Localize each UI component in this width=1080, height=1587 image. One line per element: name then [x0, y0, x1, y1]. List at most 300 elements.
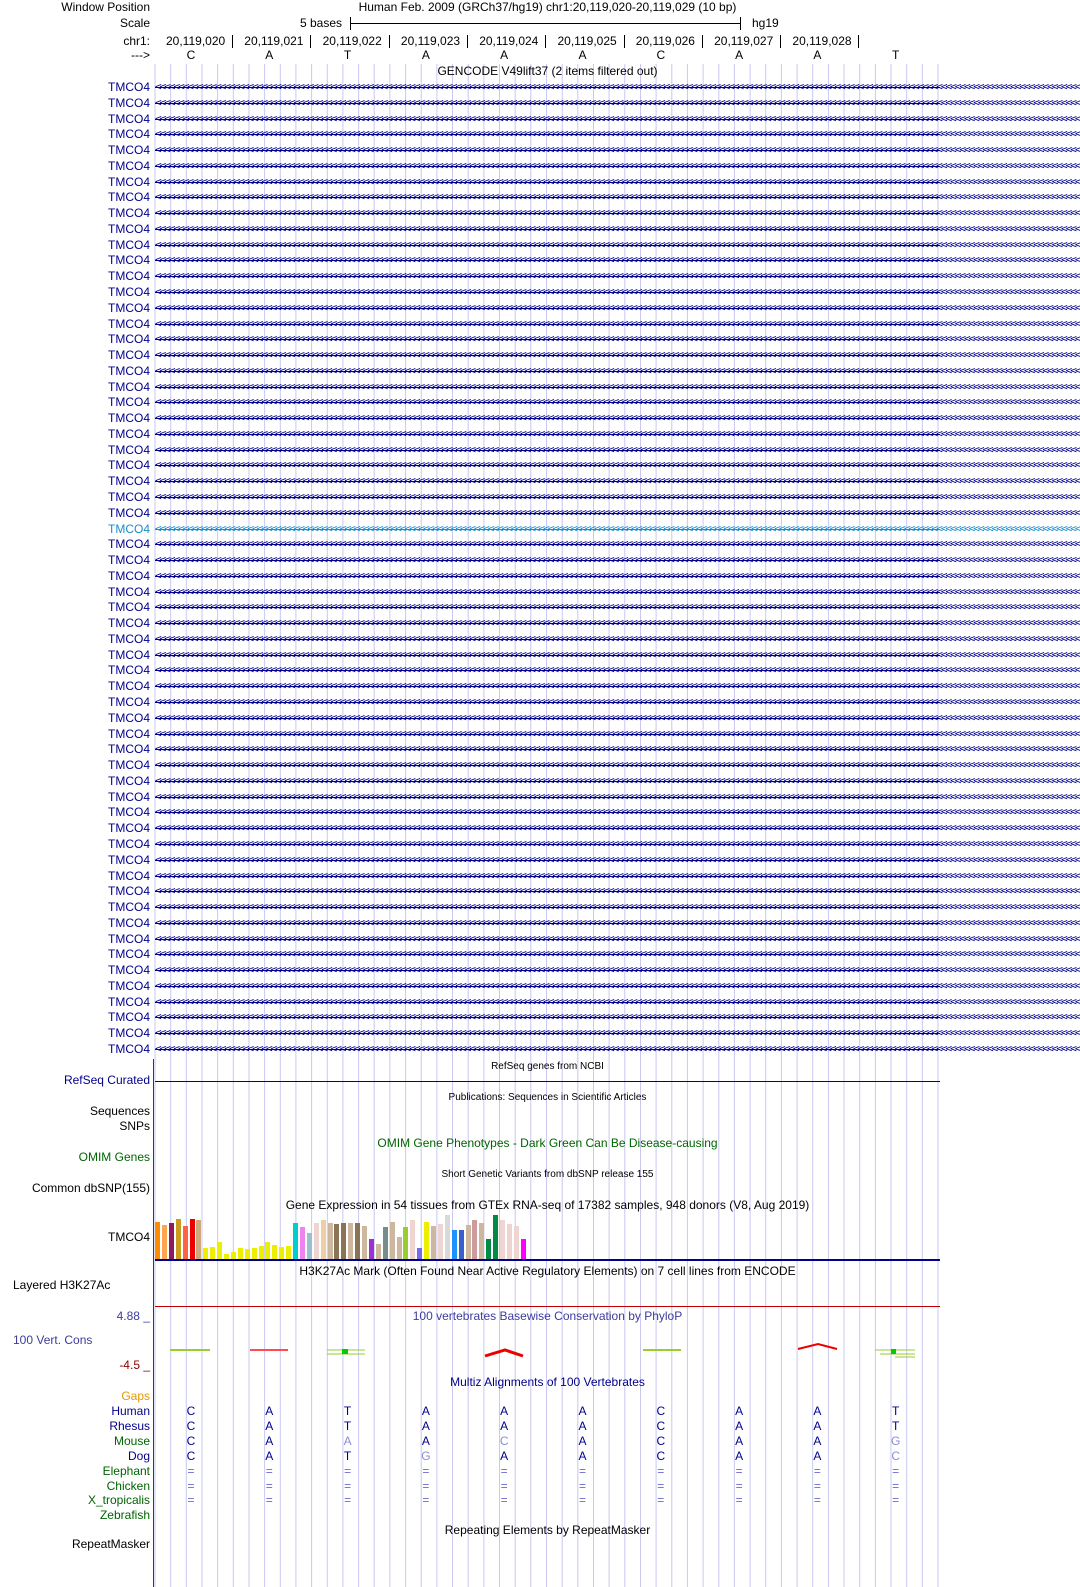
transcript-gene-name[interactable]: TMCO4: [108, 237, 150, 252]
gtex-tissue-bar[interactable]: [417, 1248, 422, 1259]
gtex-tissue-bar[interactable]: [231, 1252, 236, 1259]
transcript-gene-name[interactable]: TMCO4: [108, 963, 150, 978]
transcript-gene-name[interactable]: TMCO4: [108, 600, 150, 615]
phylop-signal[interactable]: [155, 1330, 940, 1370]
transcript-gene-name[interactable]: TMCO4: [108, 884, 150, 899]
strand-arrows-icon: <<<<<<<<<<<<<<<<<<<<<<<<<<<<<<<<<<<<<<<<<<<<<<<<<<<<<<<<<<<<<<<<<<<<<<<<<<<<<<<<<<<<<<<<<<<<<<<<<<<<<<<<<<<<<<<<<<<<<<<<<<<<<<<<<<<<<<<<<<<<<<<<<<<<<<<<<<<<<<<<<<<<<<<<<<<<<<<<<<<<<<<<<<<<<<<<<<<<<<<<: [155, 1041, 1080, 1055]
strand-arrows-icon: <<<<<<<<<<<<<<<<<<<<<<<<<<<<<<<<<<<<<<<<<<<<<<<<<<<<<<<<<<<<<<<<<<<<<<<<<<<<<<<<<<<<<<<<<<<<<<<<<<<<<<<<<<<<<<<<<<<<<<<<<<<<<<<<<<<<<<<<<<<<<<<<<<<<<<<<<<<<<<<<<<<<<<<<<<<<<<<<<<<<<<<<<<<<<<<<<<<<<<<<: [155, 285, 1080, 298]
gtex-tissue-bar[interactable]: [397, 1237, 402, 1259]
aligned-base: =: [578, 1463, 586, 1478]
transcript-gene-name[interactable]: TMCO4: [108, 269, 150, 284]
position-label: 20,119,023: [400, 34, 461, 48]
position-label: 20,119,025: [557, 34, 617, 48]
strand-arrows-icon: <<<<<<<<<<<<<<<<<<<<<<<<<<<<<<<<<<<<<<<<<<<<<<<<<<<<<<<<<<<<<<<<<<<<<<<<<<<<<<<<<<<<<<<<<<<<<<<<<<<<<<<<<<<<<<<<<<<<<<<<<<<<<<<<<<<<<<<<<<<<<<<<<<<<<<<<<<<<<<<<<<<<<<<<<<<<<<<<<<<<<<<<<<<<<<<<<<<<<<<<: [155, 363, 1080, 377]
transcript-gene-name[interactable]: TMCO4: [108, 221, 150, 236]
gencode-transcript-row[interactable]: [0, 505, 1080, 521]
transcript-gene-name[interactable]: TMCO4: [108, 773, 150, 788]
scale-text: 5 bases: [300, 16, 343, 30]
assembly-position-text[interactable]: Human Feb. 2009 (GRCh37/hg19) chr1:20,119,020-20,119,029 (10 bp): [358, 0, 737, 14]
gtex-tissue-bar[interactable]: [369, 1239, 374, 1259]
gencode-track-title[interactable]: GENCODE V49lift37 (2 items filtered out): [437, 64, 658, 78]
gtex-tissue-bar[interactable]: [203, 1248, 208, 1259]
gtex-tissue-bar[interactable]: [341, 1223, 346, 1259]
aligned-base: A: [813, 1448, 822, 1463]
track-separator: [153, 1059, 154, 1587]
transcript-gene-name[interactable]: TMCO4: [108, 332, 150, 347]
gencode-transcript-row[interactable]: [0, 804, 1080, 820]
transcript-gene-name[interactable]: TMCO4: [108, 1026, 150, 1041]
aligned-base: =: [657, 1478, 665, 1493]
strand-arrows-icon: <<<<<<<<<<<<<<<<<<<<<<<<<<<<<<<<<<<<<<<<<<<<<<<<<<<<<<<<<<<<<<<<<<<<<<<<<<<<<<<<<<<<<<<<<<<<<<<<<<<<<<<<<<<<<<<<<<<<<<<<<<<<<<<<<<<<<<<<<<<<<<<<<<<<<<<<<<<<<<<<<<<<<<<<<<<<<<<<<<<<<<<<<<<<<<<<<<<<<<<<: [155, 931, 1080, 945]
gtex-track-title[interactable]: Gene Expression in 54 tissues from GTEx RNA-seq of 17382 samples, 948 donors (V8, Aug 2019): [285, 1198, 810, 1212]
h3k27ac-track-label[interactable]: Layered H3K27Ac: [13, 1278, 111, 1292]
phylop-track-title[interactable]: 100 vertebrates Basewise Conservation by PhyloP: [412, 1309, 683, 1323]
aligned-base: A: [578, 1404, 587, 1418]
gencode-transcript-row[interactable]: [0, 883, 1080, 899]
gencode-transcript-row[interactable]: [0, 631, 1080, 647]
reference-base: A: [578, 48, 587, 62]
position-label: 20,119,020: [166, 34, 226, 48]
gencode-transcript-row[interactable]: [0, 962, 1080, 978]
gtex-tissue-bar[interactable]: [252, 1248, 257, 1259]
strand-arrows-icon: <<<<<<<<<<<<<<<<<<<<<<<<<<<<<<<<<<<<<<<<<<<<<<<<<<<<<<<<<<<<<<<<<<<<<<<<<<<<<<<<<<<<<<<<<<<<<<<<<<<<<<<<<<<<<<<<<<<<<<<<<<<<<<<<<<<<<<<<<<<<<<<<<<<<<<<<<<<<<<<<<<<<<<<<<<<<<<<<<<<<<<<<<<<<<<<<<<<<<<<<: [155, 584, 1080, 598]
dbsnp-track-title[interactable]: Short Genetic Variants from dbSNP release 155: [441, 1169, 654, 1180]
gencode-transcript-row[interactable]: [0, 946, 1080, 962]
aligned-base: T: [343, 1448, 352, 1463]
gtex-tissue-bar[interactable]: [176, 1219, 181, 1259]
gencode-transcript-row[interactable]: [0, 710, 1080, 726]
gtex-tissue-bar[interactable]: [272, 1245, 277, 1259]
transcript-gene-name[interactable]: TMCO4: [108, 647, 150, 662]
transcript-gene-name[interactable]: TMCO4: [108, 348, 150, 363]
gencode-transcript-row[interactable]: [0, 410, 1080, 426]
aligned-base: =: [578, 1493, 586, 1508]
species-label[interactable]: Chicken: [106, 1478, 150, 1493]
gtex-tissue-bar[interactable]: [521, 1239, 526, 1259]
gtex-tissue-bar[interactable]: [217, 1242, 222, 1259]
transcript-gene-name[interactable]: TMCO4: [108, 805, 150, 820]
transcript-gene-name[interactable]: TMCO4: [108, 285, 150, 299]
window-position-label: Window Position: [61, 0, 150, 14]
transcript-gene-name[interactable]: TMCO4: [108, 947, 150, 962]
gencode-transcript-row[interactable]: [0, 741, 1080, 757]
gtex-tissue-bar[interactable]: [452, 1230, 457, 1259]
strand-arrows-icon: <<<<<<<<<<<<<<<<<<<<<<<<<<<<<<<<<<<<<<<<<<<<<<<<<<<<<<<<<<<<<<<<<<<<<<<<<<<<<<<<<<<<<<<<<<<<<<<<<<<<<<<<<<<<<<<<<<<<<<<<<<<<<<<<<<<<<<<<<<<<<<<<<<<<<<<<<<<<<<<<<<<<<<<<<<<<<<<<<<<<<<<<<<<<<<<<<<<<<<<<: [155, 978, 1080, 992]
repeatmasker-track-title[interactable]: Repeating Elements by RepeatMasker: [444, 1523, 651, 1537]
strand-arrows-icon: <<<<<<<<<<<<<<<<<<<<<<<<<<<<<<<<<<<<<<<<<<<<<<<<<<<<<<<<<<<<<<<<<<<<<<<<<<<<<<<<<<<<<<<<<<<<<<<<<<<<<<<<<<<<<<<<<<<<<<<<<<<<<<<<<<<<<<<<<<<<<<<<<<<<<<<<<<<<<<<<<<<<<<<<<<<<<<<<<<<<<<<<<<<<<<<<<<<<<<<<: [155, 805, 1080, 819]
omim-track-title[interactable]: OMIM Gene Phenotypes - Dark Green Can Be Disease-causing: [377, 1136, 718, 1150]
dbsnp-track-label[interactable]: Common dbSNP(155): [31, 1181, 150, 1195]
h3k27ac-baseline: [155, 1306, 940, 1307]
aligned-base: A: [265, 1433, 274, 1448]
reference-base: A: [265, 48, 274, 62]
gencode-transcript-row[interactable]: [0, 1025, 1080, 1041]
reference-base: C: [186, 48, 196, 62]
gencode-transcript-row[interactable]: [0, 457, 1080, 473]
position-label: 20,119,022: [322, 34, 382, 48]
gencode-transcript-row[interactable]: [0, 694, 1080, 710]
position-label: 20,119,024: [479, 34, 539, 48]
gtex-tissue-bar[interactable]: [445, 1215, 450, 1259]
strand-arrows-icon: <<<<<<<<<<<<<<<<<<<<<<<<<<<<<<<<<<<<<<<<<<<<<<<<<<<<<<<<<<<<<<<<<<<<<<<<<<<<<<<<<<<<<<<<<<<<<<<<<<<<<<<<<<<<<<<<<<<<<<<<<<<<<<<<<<<<<<<<<<<<<<<<<<<<<<<<<<<<<<<<<<<<<<<<<<<<<<<<<<<<<<<<<<<<<<<<<<<<<<<<: [155, 332, 1080, 346]
position-tick: [624, 35, 625, 48]
gencode-transcript-row[interactable]: [0, 726, 1080, 742]
aligned-base: =: [500, 1493, 508, 1508]
aligned-base: =: [422, 1463, 430, 1478]
refseq-track-label[interactable]: RefSeq Curated: [63, 1073, 150, 1087]
gencode-transcript-row[interactable]: [0, 552, 1080, 568]
reference-base: A: [500, 48, 509, 62]
gtex-tissue-bar[interactable]: [410, 1220, 415, 1259]
gencode-transcript-row[interactable]: [0, 126, 1080, 142]
strand-arrows-icon: <<<<<<<<<<<<<<<<<<<<<<<<<<<<<<<<<<<<<<<<<<<<<<<<<<<<<<<<<<<<<<<<<<<<<<<<<<<<<<<<<<<<<<<<<<<<<<<<<<<<<<<<<<<<<<<<<<<<<<<<<<<<<<<<<<<<<<<<<<<<<<<<<<<<<<<<<<<<<<<<<<<<<<<<<<<<<<<<<<<<<<<<<<<<<<<<<<<<<<<<: [155, 789, 1080, 803]
gencode-transcript-row[interactable]: [0, 994, 1080, 1010]
position-label: 20,119,021: [244, 34, 304, 48]
scale-db-label: hg19: [752, 16, 779, 30]
gtex-tissue-bar[interactable]: [376, 1244, 381, 1259]
gencode-transcript-row[interactable]: [0, 678, 1080, 694]
gtex-tissue-bar[interactable]: [307, 1233, 312, 1259]
gencode-transcript-row[interactable]: [0, 584, 1080, 600]
gencode-transcript-row[interactable]: [0, 442, 1080, 458]
gtex-tissue-bar[interactable]: [162, 1225, 167, 1259]
gencode-transcript-row[interactable]: [0, 142, 1080, 158]
gencode-transcript-row[interactable]: [0, 221, 1080, 237]
transcript-gene-name[interactable]: TMCO4: [108, 821, 150, 836]
gencode-transcript-row[interactable]: [0, 978, 1080, 994]
aligned-base: =: [735, 1463, 743, 1478]
gtex-tissue-bar[interactable]: [279, 1247, 284, 1259]
aligned-base: C: [499, 1433, 509, 1448]
transcript-gene-name[interactable]: TMCO4: [108, 253, 150, 268]
strand-arrows-icon: <<<<<<<<<<<<<<<<<<<<<<<<<<<<<<<<<<<<<<<<<<<<<<<<<<<<<<<<<<<<<<<<<<<<<<<<<<<<<<<<<<<<<<<<<<<<<<<<<<<<<<<<<<<<<<<<<<<<<<<<<<<<<<<<<<<<<<<<<<<<<<<<<<<<<<<<<<<<<<<<<<<<<<<<<<<<<<<<<<<<<<<<<<<<<<<<<<<<<<<<: [155, 836, 1080, 850]
strand-arrows-icon: <<<<<<<<<<<<<<<<<<<<<<<<<<<<<<<<<<<<<<<<<<<<<<<<<<<<<<<<<<<<<<<<<<<<<<<<<<<<<<<<<<<<<<<<<<<<<<<<<<<<<<<<<<<<<<<<<<<<<<<<<<<<<<<<<<<<<<<<<<<<<<<<<<<<<<<<<<<<<<<<<<<<<<<<<<<<<<<<<<<<<<<<<<<<<<<<<<<<<<<<: [155, 111, 1080, 125]
species-label[interactable]: Human: [111, 1404, 150, 1418]
transcript-gene-name[interactable]: TMCO4: [108, 1010, 150, 1025]
refseq-track-title[interactable]: RefSeq genes from NCBI: [491, 1061, 604, 1072]
gtex-tissue-bar[interactable]: [169, 1223, 174, 1259]
omim-track-label[interactable]: OMIM Genes: [78, 1150, 150, 1164]
gtex-tissue-bar[interactable]: [383, 1227, 388, 1259]
gtex-tissue-bar[interactable]: [300, 1227, 305, 1259]
gencode-transcript-row[interactable]: [0, 647, 1080, 663]
gencode-transcript-row[interactable]: [0, 158, 1080, 174]
transcript-gene-name[interactable]: TMCO4: [108, 300, 150, 315]
gtex-tissue-bar[interactable]: [245, 1249, 250, 1259]
gencode-transcript-row[interactable]: [0, 300, 1080, 316]
scale-label: Scale: [119, 16, 150, 30]
gtex-tissue-bar[interactable]: [431, 1226, 436, 1259]
gtex-tissue-bar[interactable]: [355, 1223, 360, 1259]
transcript-gene-name[interactable]: TMCO4: [108, 915, 150, 930]
gencode-transcript-row[interactable]: [0, 394, 1080, 410]
transcript-gene-name[interactable]: TMCO4: [108, 190, 150, 205]
aligned-base: A: [813, 1418, 822, 1433]
transcript-gene-name[interactable]: TMCO4: [108, 978, 150, 993]
gencode-transcript-row[interactable]: [0, 174, 1080, 190]
gtex-tissue-bar[interactable]: [479, 1223, 484, 1259]
strand-arrows-icon: <<<<<<<<<<<<<<<<<<<<<<<<<<<<<<<<<<<<<<<<<<<<<<<<<<<<<<<<<<<<<<<<<<<<<<<<<<<<<<<<<<<<<<<<<<<<<<<<<<<<<<<<<<<<<<<<<<<<<<<<<<<<<<<<<<<<<<<<<<<<<<<<<<<<<<<<<<<<<<<<<<<<<<<<<<<<<<<<<<<<<<<<<<<<<<<<<<<<<<<<: [155, 237, 1080, 251]
position-tick: [467, 35, 468, 48]
transcript-gene-name[interactable]: TMCO4: [108, 143, 150, 158]
gtex-tissue-bar[interactable]: [293, 1223, 298, 1259]
gencode-transcript-row[interactable]: [0, 773, 1080, 789]
phylop-track-label[interactable]: 100 Vert. Cons: [13, 1333, 93, 1347]
species-label[interactable]: Mouse: [113, 1433, 150, 1448]
gtex-tissue-bar[interactable]: [424, 1222, 429, 1259]
gencode-transcript-row[interactable]: [0, 789, 1080, 805]
transcript-gene-name[interactable]: TMCO4: [108, 363, 150, 378]
transcript-gene-name[interactable]: TMCO4: [108, 490, 150, 505]
gtex-tissue-bar[interactable]: [438, 1224, 443, 1259]
transcript-gene-name[interactable]: TMCO4: [108, 789, 150, 804]
aligned-base: A: [343, 1433, 352, 1448]
gencode-transcript-row[interactable]: [0, 347, 1080, 363]
strand-arrows-icon: <<<<<<<<<<<<<<<<<<<<<<<<<<<<<<<<<<<<<<<<<<<<<<<<<<<<<<<<<<<<<<<<<<<<<<<<<<<<<<<<<<<<<<<<<<<<<<<<<<<<<<<<<<<<<<<<<<<<<<<<<<<<<<<<<<<<<<<<<<<<<<<<<<<<<<<<<<<<<<<<<<<<<<<<<<<<<<<<<<<<<<<<<<<<<<<<<<<<<<<<: [155, 174, 1080, 188]
species-label[interactable]: Elephant: [102, 1463, 150, 1478]
transcript-gene-name[interactable]: TMCO4: [108, 568, 150, 583]
transcript-gene-name[interactable]: TMCO4: [108, 379, 150, 394]
strand-arrows-icon: <<<<<<<<<<<<<<<<<<<<<<<<<<<<<<<<<<<<<<<<<<<<<<<<<<<<<<<<<<<<<<<<<<<<<<<<<<<<<<<<<<<<<<<<<<<<<<<<<<<<<<<<<<<<<<<<<<<<<<<<<<<<<<<<<<<<<<<<<<<<<<<<<<<<<<<<<<<<<<<<<<<<<<<<<<<<<<<<<<<<<<<<<<<<<<<<<<<<<<<<: [155, 1010, 1080, 1024]
aligned-base: =: [265, 1463, 273, 1478]
transcript-gene-name[interactable]: TMCO4: [108, 505, 150, 520]
transcript-gene-name[interactable]: TMCO4: [108, 695, 150, 710]
gencode-transcript-row[interactable]: [0, 268, 1080, 284]
gtex-tissue-bar[interactable]: [500, 1220, 505, 1259]
gencode-transcript-row[interactable]: [0, 757, 1080, 773]
gencode-transcript-row[interactable]: [0, 79, 1080, 95]
aligned-base: C: [186, 1418, 196, 1433]
transcript-gene-name[interactable]: TMCO4: [108, 584, 150, 599]
transcript-gene-name[interactable]: TMCO4: [108, 127, 150, 142]
aligned-base: C: [186, 1433, 196, 1448]
aligned-base: C: [656, 1418, 666, 1433]
transcript-gene-name[interactable]: TMCO4: [108, 521, 150, 536]
multiz-track-title[interactable]: Multiz Alignments of 100 Vertebrates: [450, 1375, 645, 1389]
transcript-gene-name[interactable]: TMCO4: [108, 316, 150, 331]
gtex-tissue-bar[interactable]: [286, 1246, 291, 1259]
aligned-base: A: [421, 1418, 430, 1433]
transcript-gene-name[interactable]: TMCO4: [108, 395, 150, 410]
aligned-base: =: [892, 1493, 900, 1508]
aligned-base: =: [500, 1478, 508, 1493]
strand-arrows-icon: <<<<<<<<<<<<<<<<<<<<<<<<<<<<<<<<<<<<<<<<<<<<<<<<<<<<<<<<<<<<<<<<<<<<<<<<<<<<<<<<<<<<<<<<<<<<<<<<<<<<<<<<<<<<<<<<<<<<<<<<<<<<<<<<<<<<<<<<<<<<<<<<<<<<<<<<<<<<<<<<<<<<<<<<<<<<<<<<<<<<<<<<<<<<<<<<<<<<<<<<: [155, 158, 1080, 172]
gencode-transcript-row[interactable]: [0, 820, 1080, 836]
gencode-transcript-row[interactable]: [0, 899, 1080, 915]
gtex-tissue-bar[interactable]: [514, 1226, 519, 1259]
aligned-base: =: [500, 1463, 508, 1478]
aligned-base: A: [500, 1448, 509, 1463]
gencode-transcript-row[interactable]: [0, 662, 1080, 678]
aligned-base: A: [578, 1418, 587, 1433]
gtex-tissue-bar[interactable]: [321, 1220, 326, 1259]
strand-arrows-icon: <<<<<<<<<<<<<<<<<<<<<<<<<<<<<<<<<<<<<<<<<<<<<<<<<<<<<<<<<<<<<<<<<<<<<<<<<<<<<<<<<<<<<<<<<<<<<<<<<<<<<<<<<<<<<<<<<<<<<<<<<<<<<<<<<<<<<<<<<<<<<<<<<<<<<<<<<<<<<<<<<<<<<<<<<<<<<<<<<<<<<<<<<<<<<<<<<<<<<<<<: [155, 568, 1080, 582]
gencode-transcript-row[interactable]: [0, 536, 1080, 552]
aligned-base: G: [891, 1433, 901, 1448]
transcript-gene-name[interactable]: TMCO4: [108, 868, 150, 883]
aligned-base: T: [343, 1404, 352, 1418]
strand-arrows-icon: <<<<<<<<<<<<<<<<<<<<<<<<<<<<<<<<<<<<<<<<<<<<<<<<<<<<<<<<<<<<<<<<<<<<<<<<<<<<<<<<<<<<<<<<<<<<<<<<<<<<<<<<<<<<<<<<<<<<<<<<<<<<<<<<<<<<<<<<<<<<<<<<<<<<<<<<<<<<<<<<<<<<<<<<<<<<<<<<<<<<<<<<<<<<<<<<<<<<<<<<: [155, 253, 1080, 267]
aligned-base: =: [265, 1478, 273, 1493]
gencode-transcript-row[interactable]: [0, 489, 1080, 505]
transcript-gene-name[interactable]: TMCO4: [108, 95, 150, 110]
transcript-gene-name[interactable]: TMCO4: [108, 836, 150, 851]
aligned-base: A: [421, 1433, 430, 1448]
transcript-gene-name[interactable]: TMCO4: [108, 411, 150, 426]
aligned-base: =: [344, 1493, 352, 1508]
species-label[interactable]: Rhesus: [109, 1418, 150, 1433]
transcript-gene-name[interactable]: TMCO4: [108, 553, 150, 568]
aligned-base: =: [344, 1478, 352, 1493]
gencode-transcript-row[interactable]: [0, 473, 1080, 489]
gencode-transcript-row[interactable]: [0, 426, 1080, 442]
gencode-transcript-row[interactable]: [0, 111, 1080, 127]
species-label[interactable]: X_tropicalis: [87, 1493, 150, 1508]
gencode-transcript-row[interactable]: [0, 915, 1080, 931]
aligned-base: =: [187, 1493, 195, 1508]
transcript-gene-name[interactable]: TMCO4: [108, 900, 150, 915]
phylop-mark-7-box: [891, 1349, 896, 1354]
position-tick: [389, 35, 390, 48]
strand-arrows-icon: <<<<<<<<<<<<<<<<<<<<<<<<<<<<<<<<<<<<<<<<<<<<<<<<<<<<<<<<<<<<<<<<<<<<<<<<<<<<<<<<<<<<<<<<<<<<<<<<<<<<<<<<<<<<<<<<<<<<<<<<<<<<<<<<<<<<<<<<<<<<<<<<<<<<<<<<<<<<<<<<<<<<<<<<<<<<<<<<<<<<<<<<<<<<<<<<<<<<<<<<: [155, 631, 1080, 645]
gencode-transcript-row[interactable]: [0, 95, 1080, 111]
position-tick: [545, 35, 546, 48]
aligned-base: A: [500, 1404, 509, 1418]
gencode-transcript-row[interactable]: [0, 852, 1080, 868]
gtex-tissue-bar[interactable]: [362, 1226, 367, 1259]
aligned-base: A: [813, 1433, 822, 1448]
aligned-base: =: [813, 1478, 821, 1493]
gtex-track-label[interactable]: TMCO4: [108, 1230, 150, 1244]
transcript-gene-name[interactable]: TMCO4: [108, 931, 150, 946]
transcript-gene-name[interactable]: TMCO4: [108, 158, 150, 173]
aligned-base: =: [892, 1478, 900, 1493]
gencode-transcript-row[interactable]: [0, 205, 1080, 221]
aligned-base: T: [343, 1418, 352, 1433]
gencode-transcript-row[interactable]: [0, 615, 1080, 631]
gtex-tissue-bar[interactable]: [459, 1230, 464, 1259]
snps-track-label[interactable]: SNPs: [119, 1119, 150, 1133]
aligned-base: =: [344, 1463, 352, 1478]
transcript-gene-name[interactable]: TMCO4: [108, 758, 150, 773]
publications-track-title[interactable]: Publications: Sequences in Scientific Articles: [448, 1092, 647, 1103]
gtex-tissue-bar[interactable]: [403, 1227, 408, 1259]
gencode-transcript-row[interactable]: [0, 316, 1080, 332]
gtex-tissue-bar[interactable]: [155, 1222, 160, 1259]
gencode-transcript-row[interactable]: [0, 1009, 1080, 1025]
gtex-expression-bars[interactable]: [155, 1214, 535, 1259]
gencode-transcript-row[interactable]: [0, 599, 1080, 615]
aligned-base: C: [891, 1448, 901, 1463]
gtex-tissue-bar[interactable]: [238, 1248, 243, 1259]
aligned-base: A: [578, 1448, 587, 1463]
strand-arrows-icon: <<<<<<<<<<<<<<<<<<<<<<<<<<<<<<<<<<<<<<<<<<<<<<<<<<<<<<<<<<<<<<<<<<<<<<<<<<<<<<<<<<<<<<<<<<<<<<<<<<<<<<<<<<<<<<<<<<<<<<<<<<<<<<<<<<<<<<<<<<<<<<<<<<<<<<<<<<<<<<<<<<<<<<<<<<<<<<<<<<<<<<<<<<<<<<<<<<<<<<<<: [155, 821, 1080, 835]
transcript-gene-name[interactable]: TMCO4: [108, 537, 150, 552]
transcript-gene-name[interactable]: TMCO4: [108, 726, 150, 741]
transcript-gene-name[interactable]: TMCO4: [108, 442, 150, 457]
strand-arrows-icon: <<<<<<<<<<<<<<<<<<<<<<<<<<<<<<<<<<<<<<<<<<<<<<<<<<<<<<<<<<<<<<<<<<<<<<<<<<<<<<<<<<<<<<<<<<<<<<<<<<<<<<<<<<<<<<<<<<<<<<<<<<<<<<<<<<<<<<<<<<<<<<<<<<<<<<<<<<<<<<<<<<<<<<<<<<<<<<<<<<<<<<<<<<<<<<<<<<<<<<<<: [155, 915, 1080, 929]
repeatmasker-track-label[interactable]: RepeatMasker: [71, 1537, 150, 1551]
gtex-tissue-bar[interactable]: [334, 1224, 339, 1259]
gtex-tissue-bar[interactable]: [190, 1219, 195, 1259]
chrom-label: chr1:: [123, 34, 150, 48]
transcript-gene-name[interactable]: TMCO4: [108, 174, 150, 189]
gtex-tissue-bar[interactable]: [183, 1226, 188, 1259]
gtex-tissue-bar[interactable]: [472, 1220, 477, 1259]
h3k27ac-track-title[interactable]: H3K27Ac Mark (Often Found Near Active Regulatory Elements) on 7 cell lines from ENCODE: [299, 1264, 796, 1278]
gtex-tissue-bar[interactable]: [265, 1242, 270, 1259]
transcript-gene-name[interactable]: TMCO4: [108, 631, 150, 646]
gtex-tissue-bar[interactable]: [348, 1223, 353, 1259]
transcript-gene-name[interactable]: TMCO4: [108, 710, 150, 725]
transcript-gene-name[interactable]: TMCO4: [108, 80, 150, 94]
transcript-gene-name[interactable]: TMCO4: [108, 679, 150, 694]
gencode-transcript-row[interactable]: [0, 836, 1080, 852]
transcript-gene-name[interactable]: TMCO4: [108, 206, 150, 221]
transcript-gene-name[interactable]: TMCO4: [108, 1041, 150, 1056]
transcript-gene-name[interactable]: TMCO4: [108, 852, 150, 867]
aligned-base: =: [187, 1463, 195, 1478]
transcript-gene-name[interactable]: TMCO4: [108, 663, 150, 678]
phylop-mark-6: [798, 1344, 837, 1349]
gtex-tissue-bar[interactable]: [259, 1246, 264, 1259]
gencode-transcript-row[interactable]: [0, 237, 1080, 253]
gencode-transcript-row[interactable]: [0, 1041, 1080, 1057]
gtex-tissue-bar[interactable]: [507, 1224, 512, 1259]
gtex-tissue-bar[interactable]: [196, 1220, 201, 1259]
gtex-tissue-bar[interactable]: [466, 1225, 471, 1259]
publications-track-label[interactable]: Sequences: [89, 1104, 150, 1118]
gencode-transcript-row[interactable]: [0, 521, 1080, 537]
gtex-tissue-bar[interactable]: [486, 1239, 491, 1259]
gtex-gene-line: [155, 1259, 940, 1261]
gtex-tissue-bar[interactable]: [493, 1215, 498, 1259]
phylop-max-label: 4.88 _: [116, 1309, 150, 1323]
gencode-transcript-row[interactable]: [0, 379, 1080, 395]
aligned-base: A: [265, 1418, 274, 1433]
gencode-transcript-row[interactable]: [0, 284, 1080, 300]
transcript-gene-name[interactable]: TMCO4: [108, 458, 150, 473]
species-label[interactable]: Dog: [127, 1448, 150, 1463]
transcript-gene-name[interactable]: TMCO4: [108, 474, 150, 489]
gencode-transcript-row[interactable]: [0, 331, 1080, 347]
strand-arrows-icon: <<<<<<<<<<<<<<<<<<<<<<<<<<<<<<<<<<<<<<<<<<<<<<<<<<<<<<<<<<<<<<<<<<<<<<<<<<<<<<<<<<<<<<<<<<<<<<<<<<<<<<<<<<<<<<<<<<<<<<<<<<<<<<<<<<<<<<<<<<<<<<<<<<<<<<<<<<<<<<<<<<<<<<<<<<<<<<<<<<<<<<<<<<<<<<<<<<<<<<<<: [155, 868, 1080, 882]
transcript-gene-name[interactable]: TMCO4: [108, 111, 150, 126]
transcript-gene-name[interactable]: TMCO4: [108, 616, 150, 631]
gencode-transcript-row[interactable]: [0, 931, 1080, 947]
strand-arrows-icon: <<<<<<<<<<<<<<<<<<<<<<<<<<<<<<<<<<<<<<<<<<<<<<<<<<<<<<<<<<<<<<<<<<<<<<<<<<<<<<<<<<<<<<<<<<<<<<<<<<<<<<<<<<<<<<<<<<<<<<<<<<<<<<<<<<<<<<<<<<<<<<<<<<<<<<<<<<<<<<<<<<<<<<<<<<<<<<<<<<<<<<<<<<<<<<<<<<<<<<<<: [155, 395, 1080, 409]
gencode-transcript-row[interactable]: [0, 189, 1080, 205]
reference-base: A: [735, 48, 744, 62]
transcript-gene-name[interactable]: TMCO4: [108, 426, 150, 441]
gencode-transcript-row[interactable]: [0, 252, 1080, 268]
gencode-transcript-row[interactable]: [0, 363, 1080, 379]
transcript-gene-name[interactable]: TMCO4: [108, 994, 150, 1009]
gtex-tissue-bar[interactable]: [390, 1222, 395, 1259]
phylop-min-label: -4.5 _: [119, 1358, 150, 1372]
gencode-transcript-row[interactable]: [0, 868, 1080, 884]
species-label[interactable]: Zebrafish: [99, 1508, 150, 1523]
aligned-base: C: [656, 1448, 666, 1463]
gtex-tissue-bar[interactable]: [210, 1247, 215, 1259]
gtex-tissue-bar[interactable]: [314, 1223, 319, 1259]
gencode-transcript-row[interactable]: [0, 568, 1080, 584]
transcript-gene-name[interactable]: TMCO4: [108, 742, 150, 757]
gtex-tissue-bar[interactable]: [328, 1223, 333, 1259]
strand-arrows-icon: <<<<<<<<<<<<<<<<<<<<<<<<<<<<<<<<<<<<<<<<<<<<<<<<<<<<<<<<<<<<<<<<<<<<<<<<<<<<<<<<<<<<<<<<<<<<<<<<<<<<<<<<<<<<<<<<<<<<<<<<<<<<<<<<<<<<<<<<<<<<<<<<<<<<<<<<<<<<<<<<<<<<<<<<<<<<<<<<<<<<<<<<<<<<<<<<<<<<<<<<: [155, 143, 1080, 157]
refseq-gene-line[interactable]: [155, 1081, 940, 1082]
aligned-base: A: [735, 1448, 744, 1463]
